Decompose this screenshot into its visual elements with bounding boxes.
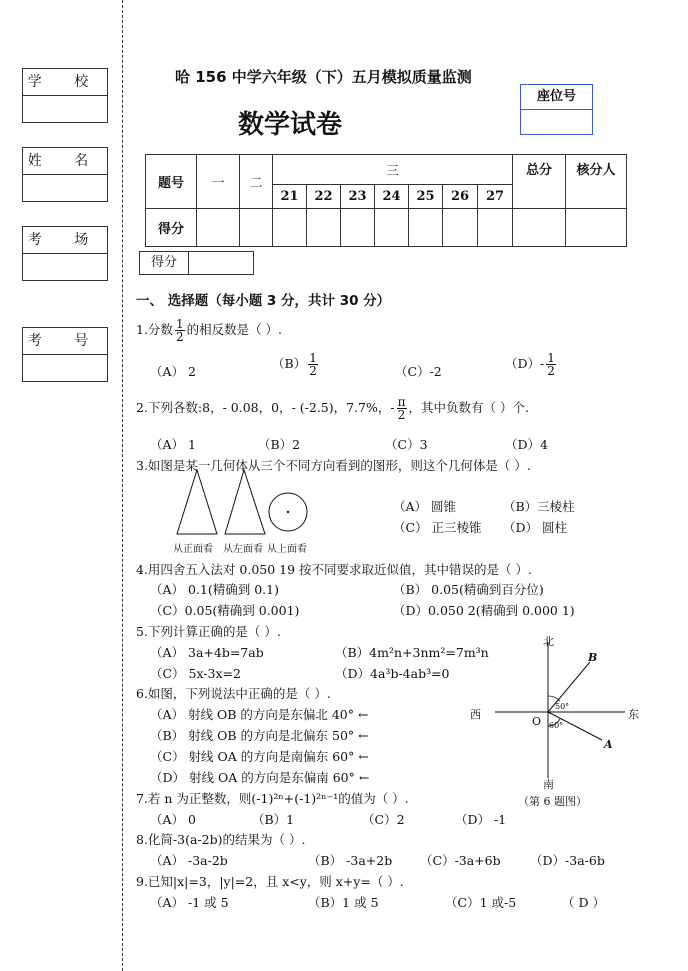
figure-6-caption: （第 6 题图）: [518, 795, 587, 808]
q7-option-d[interactable]: （D） -1: [455, 812, 507, 827]
total-header: 总分: [513, 155, 566, 209]
label-north: 北: [543, 635, 554, 648]
q4-option-c[interactable]: （C）0.05(精确到 0.001): [150, 603, 300, 618]
question-3: 3.如图是某一几何体从三个不同方向看到的图形，则这个几何体是（ ）.: [136, 458, 531, 473]
q4-option-a[interactable]: （A） 0.1(精确到 0.1): [150, 582, 279, 597]
label-origin-o: O: [532, 715, 542, 728]
q3-figure: [170, 468, 320, 540]
q26-header: 26: [443, 185, 478, 209]
room-label: 考 场: [23, 227, 107, 254]
q8-option-c[interactable]: （C）-3a+6b: [420, 853, 501, 868]
q2-text-end: ，其中负数有（ ）个.: [408, 400, 529, 415]
q1-option-a[interactable]: （A） 2: [150, 364, 196, 379]
q3-option-a[interactable]: （A） 圆锥: [393, 499, 457, 514]
page-title: 哈 156 中学六年级（下）五月模拟质量监测: [175, 68, 472, 86]
seat-number-field[interactable]: [521, 110, 592, 134]
exam-number-label: 考 号: [23, 328, 107, 355]
top-view-center-dot: [287, 511, 289, 513]
score-cell[interactable]: [273, 209, 307, 247]
q7-option-b[interactable]: （B）1: [252, 812, 295, 827]
question-2: [136, 396, 529, 421]
q8-option-a[interactable]: （A） -3a-2b: [150, 853, 228, 868]
score-cell[interactable]: [341, 209, 375, 247]
q5-option-b[interactable]: （B）4m²n+3nm²=7m³n: [335, 645, 489, 660]
front-view-triangle: [177, 470, 217, 534]
score-cell[interactable]: [566, 209, 627, 247]
q5-option-c[interactable]: （C） 5x-3x=2: [150, 666, 241, 681]
score-cell[interactable]: [307, 209, 341, 247]
section-score-field[interactable]: [188, 252, 253, 274]
page-subtitle: 数学试卷: [238, 110, 343, 140]
q24-header: 24: [375, 185, 409, 209]
checker-header: 核分人: [566, 155, 627, 209]
q4-option-d[interactable]: （D）0.050 2(精确到 0.000 1): [393, 603, 575, 618]
fraction: [308, 352, 318, 377]
denominator: 2: [397, 408, 406, 422]
qnum-header: 题号: [146, 155, 197, 209]
q1-option-d[interactable]: [505, 352, 558, 377]
numerator: 1: [309, 351, 317, 365]
q1-option-d-label: （D）-: [505, 356, 545, 371]
section-score-label: 得分: [150, 255, 177, 270]
seat-number-box: [520, 84, 593, 135]
name-box: [22, 147, 108, 202]
q9-option-b[interactable]: （B）1 或 5: [308, 895, 379, 910]
room-box: [22, 226, 108, 281]
q8-option-b[interactable]: （B） -3a+2b: [308, 853, 393, 868]
question-5: 5.下列计算正确的是（ ）.: [136, 624, 281, 639]
score-cell[interactable]: [375, 209, 409, 247]
score-row-label: 得分: [146, 209, 197, 247]
score-cell[interactable]: [240, 209, 273, 247]
q2-option-c[interactable]: （C）3: [385, 437, 428, 452]
q1-text: 1.分数: [136, 322, 173, 337]
room-field[interactable]: [23, 254, 107, 280]
q2-option-b[interactable]: （B）2: [258, 437, 301, 452]
caption-side-view: 从左面看: [223, 544, 263, 555]
q9-option-c[interactable]: （C）1 或-5: [445, 895, 517, 910]
q22-header: 22: [307, 185, 341, 209]
denominator: 2: [547, 364, 555, 378]
q5-option-a[interactable]: （A） 3a+4b=7ab: [150, 645, 264, 660]
question-4: 4.用四舍五入法对 0.050 19 按不同要求取近似值，其中错误的是（ ）.: [136, 562, 532, 577]
school-label: 学 校: [23, 69, 107, 96]
section-score-box: [139, 251, 254, 275]
denominator: 2: [309, 364, 317, 378]
name-field[interactable]: [23, 175, 107, 201]
numerator: 1: [547, 351, 555, 365]
exam-number-box: [22, 327, 108, 382]
q8-option-d[interactable]: （D）-3a-6b: [530, 853, 605, 868]
q1-option-c[interactable]: （C）-2: [395, 364, 442, 379]
fraction: [397, 396, 407, 421]
score-cell[interactable]: [409, 209, 443, 247]
q4-option-b[interactable]: （B） 0.05(精确到百分位): [393, 582, 544, 597]
caption-front-view: 从正面看: [173, 544, 213, 555]
q3-option-c[interactable]: （C） 正三棱锥: [393, 520, 482, 535]
label-angle-50: 50°: [555, 702, 570, 711]
part-three-header: 三: [273, 155, 513, 185]
q23-header: 23: [341, 185, 375, 209]
q7-option-c[interactable]: （C）2: [362, 812, 405, 827]
q1-text-end: 的相反数是（ ）.: [186, 322, 283, 337]
q3-option-b[interactable]: （B）三棱柱: [503, 499, 575, 514]
q1-option-b[interactable]: [272, 352, 320, 377]
q2-option-d[interactable]: （D）4: [505, 437, 548, 452]
part-two-header: 二: [240, 155, 273, 209]
q25-header: 25: [409, 185, 443, 209]
label-east: 东: [628, 708, 639, 721]
label-point-b: B: [588, 651, 598, 664]
score-cell[interactable]: [478, 209, 513, 247]
label-angle-60: 60°: [549, 721, 564, 730]
fraction: [175, 318, 185, 343]
question-8: 8.化简-3(a-2b)的结果为（ ）.: [136, 832, 306, 847]
binding-dashed-line: [122, 0, 123, 971]
q5-option-d[interactable]: （D）4a³b-4ab³=0: [335, 666, 450, 681]
part-one-header: 一: [197, 155, 240, 209]
question-9: 9.已知|x|=3，|y|=2，且 x<y，则 x+y=（ ）.: [136, 874, 404, 889]
q21-header: 21: [273, 185, 307, 209]
q6-option-d[interactable]: （D） 射线 OA 的方向是东偏南 60° ←: [150, 770, 370, 785]
q27-header: 27: [478, 185, 513, 209]
seat-number-label: 座位号: [521, 85, 592, 110]
exam-number-field[interactable]: [23, 355, 107, 381]
score-cell[interactable]: [513, 209, 566, 247]
q6-option-c[interactable]: （C） 射线 OA 的方向是南偏东 60° ←: [150, 749, 369, 764]
q7-option-a[interactable]: （A） 0: [150, 812, 196, 827]
question-1: [136, 318, 282, 343]
label-south: 南: [543, 778, 554, 791]
name-label: 姓 名: [23, 148, 107, 175]
question-7: 7.若 n 为正整数，则(-1)²ⁿ+(-1)²ⁿ⁻¹的值为（ ）.: [136, 791, 409, 806]
caption-top-view: 从上面看: [267, 544, 307, 555]
q6-option-a[interactable]: （A） 射线 OB 的方向是东偏北 40° ←: [150, 707, 369, 722]
denominator: 2: [175, 330, 184, 344]
numerator: π: [397, 395, 406, 409]
q3-option-d[interactable]: （D） 圆柱: [503, 520, 567, 535]
section-title: 一、 选择题（每小题 3 分，共计 30 分）: [136, 293, 391, 309]
numerator: 1: [175, 317, 184, 331]
q9-option-d[interactable]: （ D ）: [562, 895, 605, 910]
score-table: [145, 154, 627, 247]
q9-option-a[interactable]: （A） -1 或 5: [150, 895, 229, 910]
fraction: [546, 352, 556, 377]
q2-option-a[interactable]: （A） 1: [150, 437, 196, 452]
label-point-a: A: [604, 738, 613, 751]
side-view-triangle: [225, 470, 265, 534]
q6-option-b[interactable]: （B） 射线 OB 的方向是北偏东 50° ←: [150, 728, 369, 743]
label-west: 西: [470, 708, 481, 721]
q2-text: 2.下列各数:8，- 0.08，0，- (-2.5)，7.7%，-: [136, 400, 395, 415]
question-6: 6.如图，下列说法中正确的是（ ）.: [136, 686, 331, 701]
school-field[interactable]: [23, 96, 107, 122]
school-box: [22, 68, 108, 123]
q1-option-b-label: （B）: [272, 356, 307, 371]
score-cell[interactable]: [197, 209, 240, 247]
score-cell[interactable]: [443, 209, 478, 247]
